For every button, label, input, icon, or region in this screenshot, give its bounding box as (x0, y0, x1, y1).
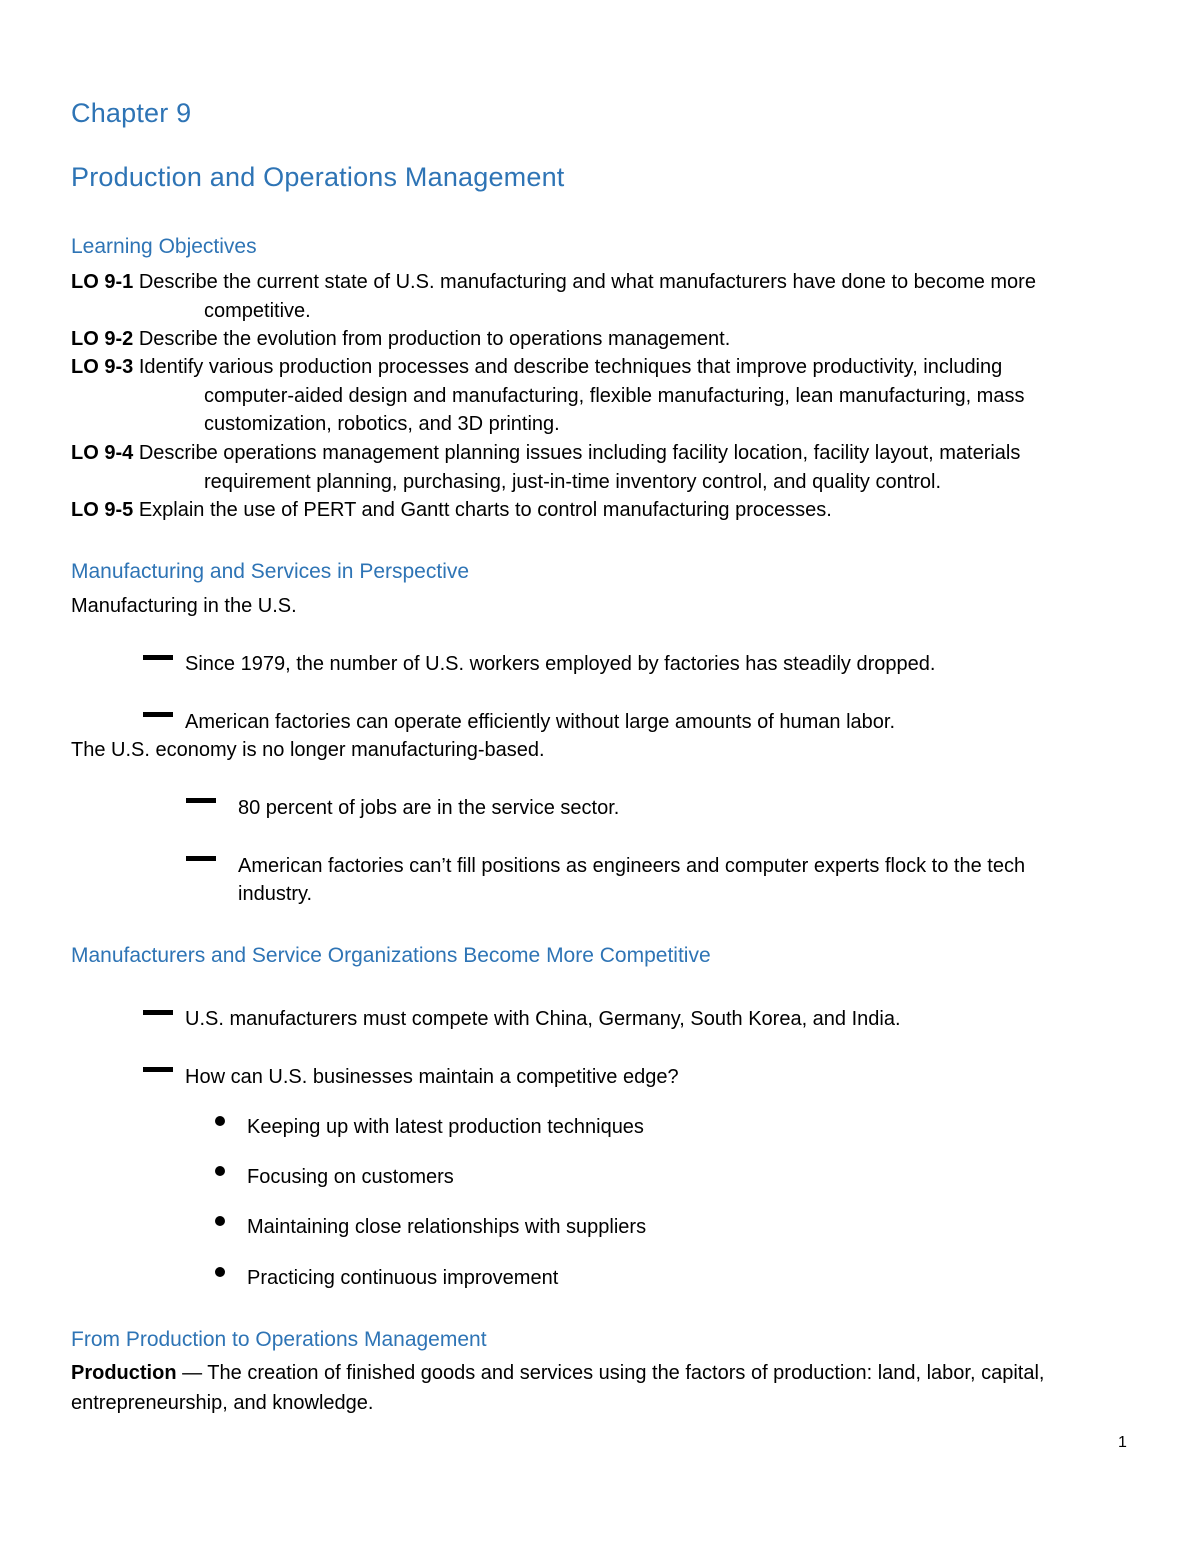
list-item: How can U.S. businesses maintain a competitive edge? (185, 1066, 679, 1088)
list-item: U.S. manufacturers must compete with China, Germany, South Korea, and India. (185, 1008, 901, 1030)
chapter-title: Chapter 9 (71, 98, 192, 128)
section-heading-operations: From Production to Operations Management (71, 1328, 487, 1351)
list-item: American factories can’t fill positions as engineers and computer experts flock to the tech (238, 855, 1026, 877)
dash-bullet (143, 1067, 173, 1072)
section-heading-competitive: Manufacturers and Service Organizations Become More Competitive (71, 944, 711, 967)
dash-bullet (186, 856, 216, 861)
lo-text: Identify various production processes and describe techniques that improve productivity, including (138, 356, 1003, 378)
lo-text: Explain the use of PERT and Gantt charts to control manufacturing processes. (138, 499, 832, 521)
dash-bullet (186, 798, 216, 803)
page-number: 1 (1118, 1434, 1127, 1451)
learning-objective-5 (71, 496, 1131, 525)
bullet-item: Practicing continuous improvement (247, 1267, 559, 1289)
lo-code: LO 9-3 (71, 356, 134, 378)
bullet-item: Focusing on customers (247, 1166, 454, 1188)
definition-paragraph (71, 1359, 1044, 1388)
lo-text-continued: computer-aided design and manufacturing, flexible manufacturing, lean manufacturing, mass (204, 384, 1025, 407)
dash-bullet (143, 655, 173, 660)
bullet-item: Keeping up with latest production techniques (247, 1116, 644, 1138)
lo-text: Describe the evolution from production to operations management. (138, 328, 731, 350)
list-item: American factories can operate efficiently without large amounts of human labor. (185, 711, 896, 733)
lo-text: Describe the current state of U.S. manufacturing and what manufacturers have done to become more (138, 271, 1036, 293)
definition-term: Production (71, 1362, 177, 1384)
lo-text-continued: competitive. (204, 299, 311, 322)
lo-code: LO 9-4 (71, 442, 134, 464)
learning-objectives-heading: Learning Objectives (71, 235, 257, 258)
list-item: 80 percent of jobs are in the service sector. (238, 797, 620, 819)
chapter-subtitle: Production and Operations Management (71, 162, 565, 192)
lo-text-continued: customization, robotics, and 3D printing. (204, 413, 560, 435)
bullet-dot (215, 1116, 225, 1126)
definition-text: — The creation of finished goods and services using the factors of production: land, labor, capital, (176, 1362, 1045, 1384)
lo-code: LO 9-5 (71, 499, 134, 521)
bullet-dot (215, 1267, 225, 1277)
dash-bullet (143, 1010, 173, 1015)
section-heading-perspective: Manufacturing and Services in Perspective (71, 560, 470, 583)
learning-objective-4 (71, 439, 1131, 496)
subheading-manufacturing-us: Manufacturing in the U.S. (71, 595, 297, 617)
learning-objective-3 (71, 353, 1131, 439)
learning-objective-1 (71, 268, 1131, 325)
list-item: Since 1979, the number of U.S. workers employed by factories has steadily dropped. (185, 653, 936, 675)
bullet-item: Maintaining close relationships with suppliers (247, 1216, 647, 1238)
lo-text: Describe operations management planning issues including facility location, facility layout, materials (138, 442, 1021, 464)
bullet-dot (215, 1216, 225, 1226)
lo-text-continued: requirement planning, purchasing, just-in-time inventory control, and quality control. (204, 470, 942, 493)
lo-code: LO 9-1 (71, 271, 134, 293)
subheading-economy: The U.S. economy is no longer manufacturing-based. (71, 739, 545, 761)
list-item-continued: industry. (238, 883, 313, 905)
bullet-dot (215, 1166, 225, 1176)
lo-code: LO 9-2 (71, 328, 134, 350)
definition-text-continued: entrepreneurship, and knowledge. (71, 1392, 374, 1414)
learning-objective-2 (71, 325, 1131, 354)
dash-bullet (143, 712, 173, 717)
